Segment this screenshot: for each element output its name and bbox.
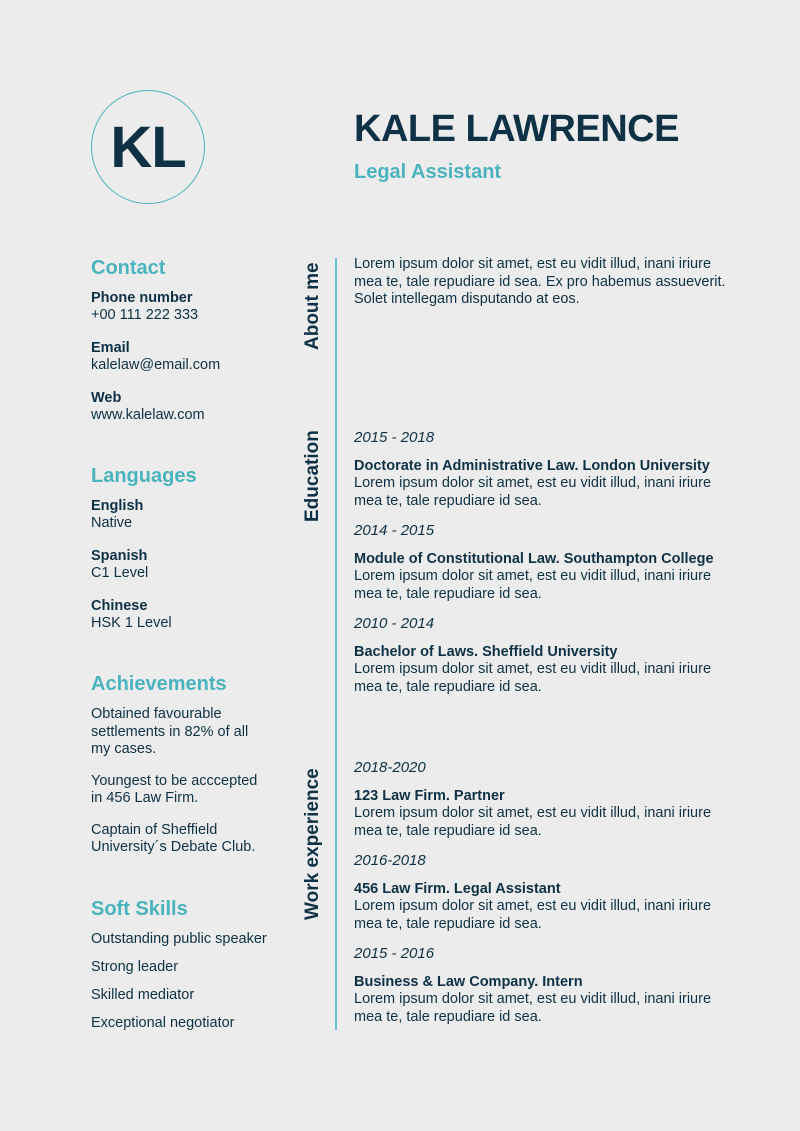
contact-section xyxy=(91,257,281,440)
achievements-heading: Achievements xyxy=(91,673,227,695)
entry-date: 2018-2020 xyxy=(354,759,426,776)
soft-skills-section xyxy=(91,898,281,1043)
education-label: Education xyxy=(302,430,323,522)
phone-value: +00 111 222 333 xyxy=(91,307,199,323)
languages-heading: Languages xyxy=(91,465,197,487)
entry-title: Doctorate in Administrative Law. London University xyxy=(354,457,710,474)
skill-item: Skilled mediator xyxy=(91,987,195,1003)
initials-monogram: KL xyxy=(91,90,205,204)
entry-text: Lorem ipsum dolor sit amet, est eu vidit illud, inani iriure mea te, tale repudiare id sea. xyxy=(354,661,712,695)
entry-date: 2015 - 2018 xyxy=(354,429,435,446)
entry-title: Business & Law Company. Intern xyxy=(354,973,583,990)
work-label: Work experience xyxy=(302,768,323,920)
timeline-divider xyxy=(335,258,337,1030)
contact-label: Phone number xyxy=(91,290,193,306)
entry-text: Lorem ipsum dolor sit amet, est eu vidit illud, inani iriure mea te, tale repudiare id sea. xyxy=(354,805,712,839)
contact-label: Web xyxy=(91,390,122,406)
languages-section xyxy=(91,465,281,648)
achievement-item: Youngest to be acccepted in 456 Law Firm. xyxy=(91,772,258,806)
entry-text: Lorem ipsum dolor sit amet, est eu vidit illud, inani iriure mea te, tale repudiare id sea. xyxy=(354,898,712,932)
email-link[interactable]: kalelaw@email.com xyxy=(91,357,221,373)
entry-date: 2015 - 2016 xyxy=(354,945,435,962)
contact-heading: Contact xyxy=(91,257,166,279)
entry-date: 2010 - 2014 xyxy=(354,615,435,632)
achievement-item: Captain of Sheffield University´s Debate Club. xyxy=(91,821,256,855)
language-level: HSK 1 Level xyxy=(91,615,172,631)
entry-date: 2014 - 2015 xyxy=(354,522,435,539)
achievements-section xyxy=(91,673,266,871)
job-title: Legal Assistant xyxy=(354,161,502,183)
entry-title: Bachelor of Laws. Sheffield University xyxy=(354,643,618,660)
language-level: Native xyxy=(91,515,133,531)
soft-skills-heading: Soft Skills xyxy=(91,898,188,920)
entry-text: Lorem ipsum dolor sit amet, est eu vidit illud, inani iriure mea te, tale repudiare id sea. xyxy=(354,991,712,1025)
achievement-item: Obtained favourable settlements in 82% of all my cases. xyxy=(91,706,249,757)
skill-item: Strong leader xyxy=(91,959,179,975)
candidate-name: KALE LAWRENCE xyxy=(354,108,679,150)
entry-text: Lorem ipsum dolor sit amet, est eu vidit illud, inani iriure mea te, tale repudiare id sea. xyxy=(354,568,712,602)
work-section xyxy=(354,759,734,1038)
language-level: C1 Level xyxy=(91,565,149,581)
entry-date: 2016-2018 xyxy=(354,852,426,869)
language-name: Spanish xyxy=(91,548,148,564)
education-section xyxy=(354,429,734,708)
contact-label: Email xyxy=(91,340,130,356)
entry-title: 123 Law Firm. Partner xyxy=(354,787,505,804)
entry-text: Lorem ipsum dolor sit amet, est eu vidit illud, inani iriure mea te, tale repudiare id sea. xyxy=(354,475,712,509)
language-name: Chinese xyxy=(91,598,148,614)
about-text: Lorem ipsum dolor sit amet, est eu vidit illud, inani iriure mea te, tale repudiare id sea. Ex pro habemus assueverit. Solet intellegam disputando at eos. xyxy=(354,256,726,307)
skill-item: Exceptional negotiator xyxy=(91,1015,235,1031)
web-link[interactable]: www.kalelaw.com xyxy=(91,407,205,423)
entry-title: 456 Law Firm. Legal Assistant xyxy=(354,880,561,897)
entry-title: Module of Constitutional Law. Southampton College xyxy=(354,550,714,567)
language-name: English xyxy=(91,498,144,514)
skill-item: Outstanding public speaker xyxy=(91,931,267,947)
about-label: About me xyxy=(302,262,323,350)
